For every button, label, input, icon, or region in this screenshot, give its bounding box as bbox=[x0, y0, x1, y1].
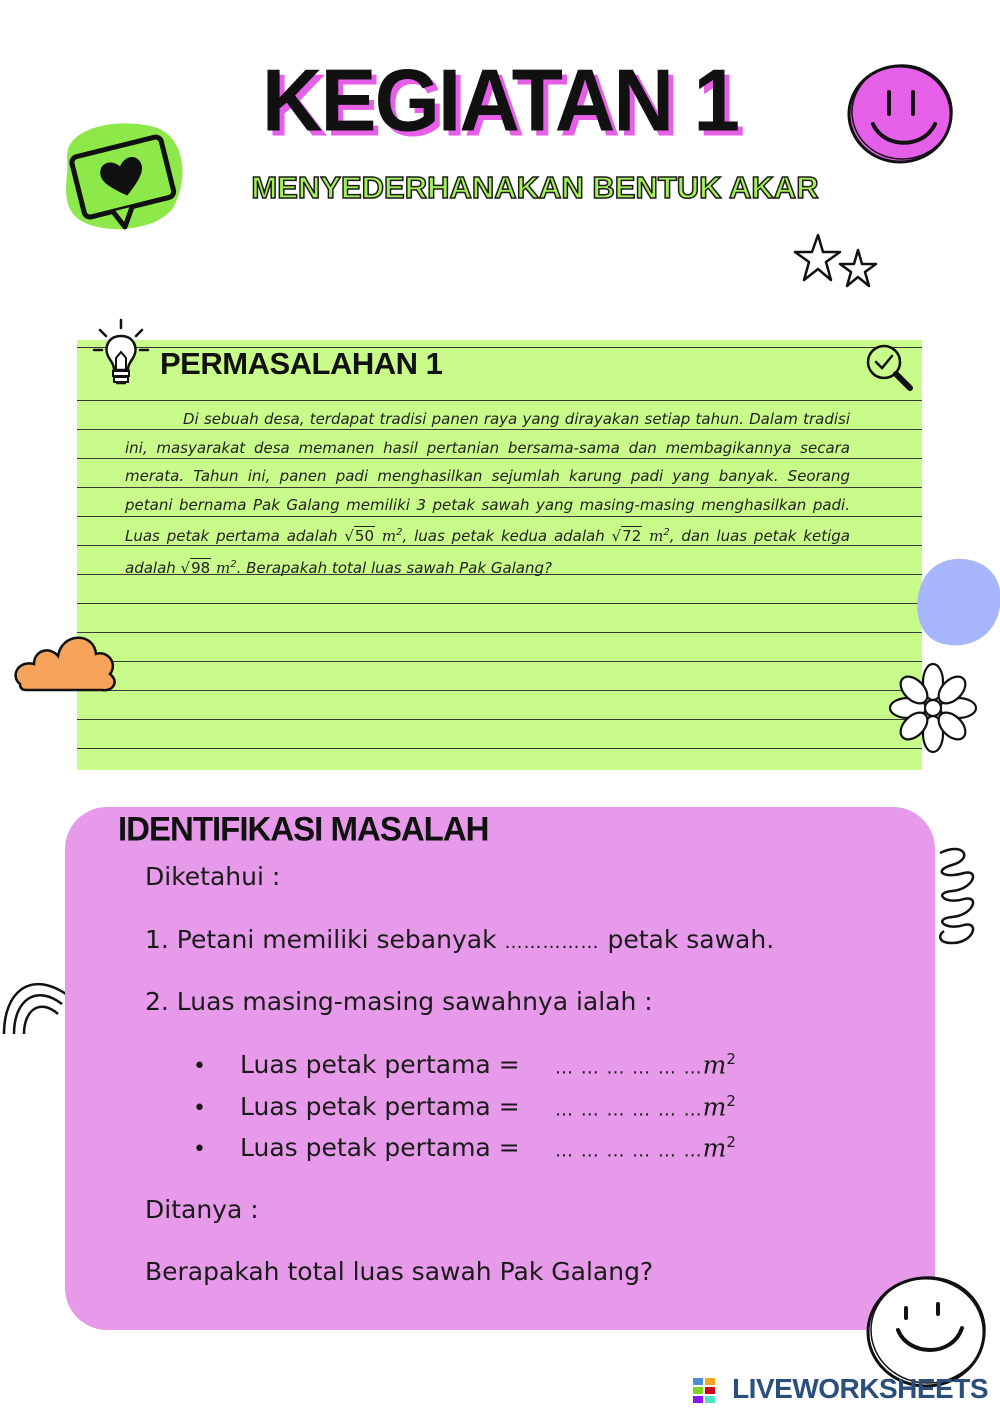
identification-title: IDENTIFIKASI MASALAH bbox=[118, 809, 489, 848]
unit-1: m bbox=[381, 527, 397, 546]
blank-area-2[interactable]: … … … … … … bbox=[555, 1099, 703, 1121]
blank-petak-count[interactable]: …………… bbox=[504, 932, 600, 953]
unit-2: m bbox=[649, 527, 664, 546]
problem-title: PERMASALAHAN 1 bbox=[160, 346, 443, 381]
bullet-row-2 bbox=[193, 1092, 206, 1121]
smiley-bottom-icon bbox=[862, 1270, 990, 1390]
asked-label: Ditanya : bbox=[145, 1195, 259, 1224]
bullet-dot: • bbox=[193, 1137, 206, 1162]
bullet-answer-2 bbox=[555, 1092, 736, 1121]
known-item-1-suffix: petak sawah. bbox=[599, 925, 775, 954]
bullet-exp-2: 2 bbox=[726, 1092, 736, 1110]
page-title: KEGIATAN 1 bbox=[261, 50, 739, 150]
radicand-3: 98 bbox=[191, 558, 211, 577]
bullet-label-2: Luas petak pertama = bbox=[240, 1092, 520, 1121]
radicand-2: 72 bbox=[622, 527, 642, 546]
problem-text bbox=[125, 405, 850, 583]
bullet-row-1 bbox=[193, 1050, 206, 1079]
radicand-1: 50 bbox=[354, 527, 374, 546]
unit-3: m bbox=[215, 558, 231, 577]
bullet-answer-3 bbox=[555, 1133, 736, 1162]
blob-shape bbox=[915, 557, 1000, 649]
rainbow-icon bbox=[0, 966, 68, 1036]
lightbulb-icon bbox=[92, 318, 150, 390]
problem-text-part1: Di sebuah desa, terdapat tradisi panen raya yang dirayakan setiap tahun. Dalam tradisi ini, masyarakat desa memanen hasil pertanian bersama-sama dan membagikannya secara merata. Tahun ini, panen padi menghasilkan sejumlah karung padi yang banyak. Seorang petani bernama Pak Galang memiliki 3 petak sawah yang masing-masing menghasilkan padi. Luas petak pertama adalah bbox=[125, 410, 850, 546]
bullet-exp-3: 2 bbox=[726, 1133, 736, 1151]
exponent-1: 2 bbox=[396, 527, 403, 539]
cloud-icon bbox=[12, 626, 122, 698]
bullet-dot: • bbox=[193, 1054, 206, 1079]
problem-text-part4: . Berapakah total luas sawah Pak Galang? bbox=[236, 558, 552, 577]
problem-text-part2: , luas petak kedua adalah bbox=[402, 527, 612, 546]
bullet-unit-2: m bbox=[702, 1092, 727, 1122]
sqrt-symbol-3: √ bbox=[180, 558, 191, 577]
bullet-label-3: Luas petak pertama = bbox=[240, 1133, 520, 1162]
blank-area-3[interactable]: … … … … … … bbox=[555, 1140, 703, 1162]
known-item-1-text: 1. Petani memiliki sebanyak bbox=[145, 925, 505, 954]
exponent-2: 2 bbox=[663, 527, 670, 539]
page-subtitle: MENYEDERHANAKAN BENTUK AKAR bbox=[251, 170, 819, 205]
bullet-label-1: Luas petak pertama = bbox=[240, 1050, 520, 1079]
known-item-2: 2. Luas masing-masing sawahnya ialah : bbox=[145, 987, 653, 1016]
sqrt-symbol-1: √ bbox=[344, 527, 354, 546]
liveworksheets-logo-icon bbox=[693, 1378, 715, 1404]
spring-icon bbox=[930, 845, 980, 950]
blank-area-1[interactable]: … … … … … … bbox=[555, 1057, 703, 1079]
problem-text-part3: , dan luas petak ketiga adalah bbox=[125, 527, 850, 577]
bullet-unit-3: m bbox=[702, 1133, 727, 1163]
sqrt-symbol-2: √ bbox=[611, 527, 622, 546]
exponent-3: 2 bbox=[230, 558, 237, 570]
asked-question: Berapakah total luas sawah Pak Galang? bbox=[145, 1257, 654, 1286]
bullet-dot: • bbox=[193, 1096, 206, 1121]
bullet-exp-1: 2 bbox=[726, 1050, 736, 1068]
stars-icon bbox=[790, 230, 890, 295]
bullet-answer-1 bbox=[555, 1050, 736, 1079]
footer-brand[interactable]: LIVEWORKSHEETS bbox=[732, 1373, 988, 1404]
magnifier-check-icon bbox=[862, 342, 918, 392]
flower-icon bbox=[888, 660, 978, 756]
known-label: Diketahui : bbox=[145, 862, 281, 891]
bullet-row-3 bbox=[193, 1133, 206, 1162]
bullet-unit-1: m bbox=[702, 1050, 727, 1080]
known-item-1 bbox=[145, 925, 774, 954]
